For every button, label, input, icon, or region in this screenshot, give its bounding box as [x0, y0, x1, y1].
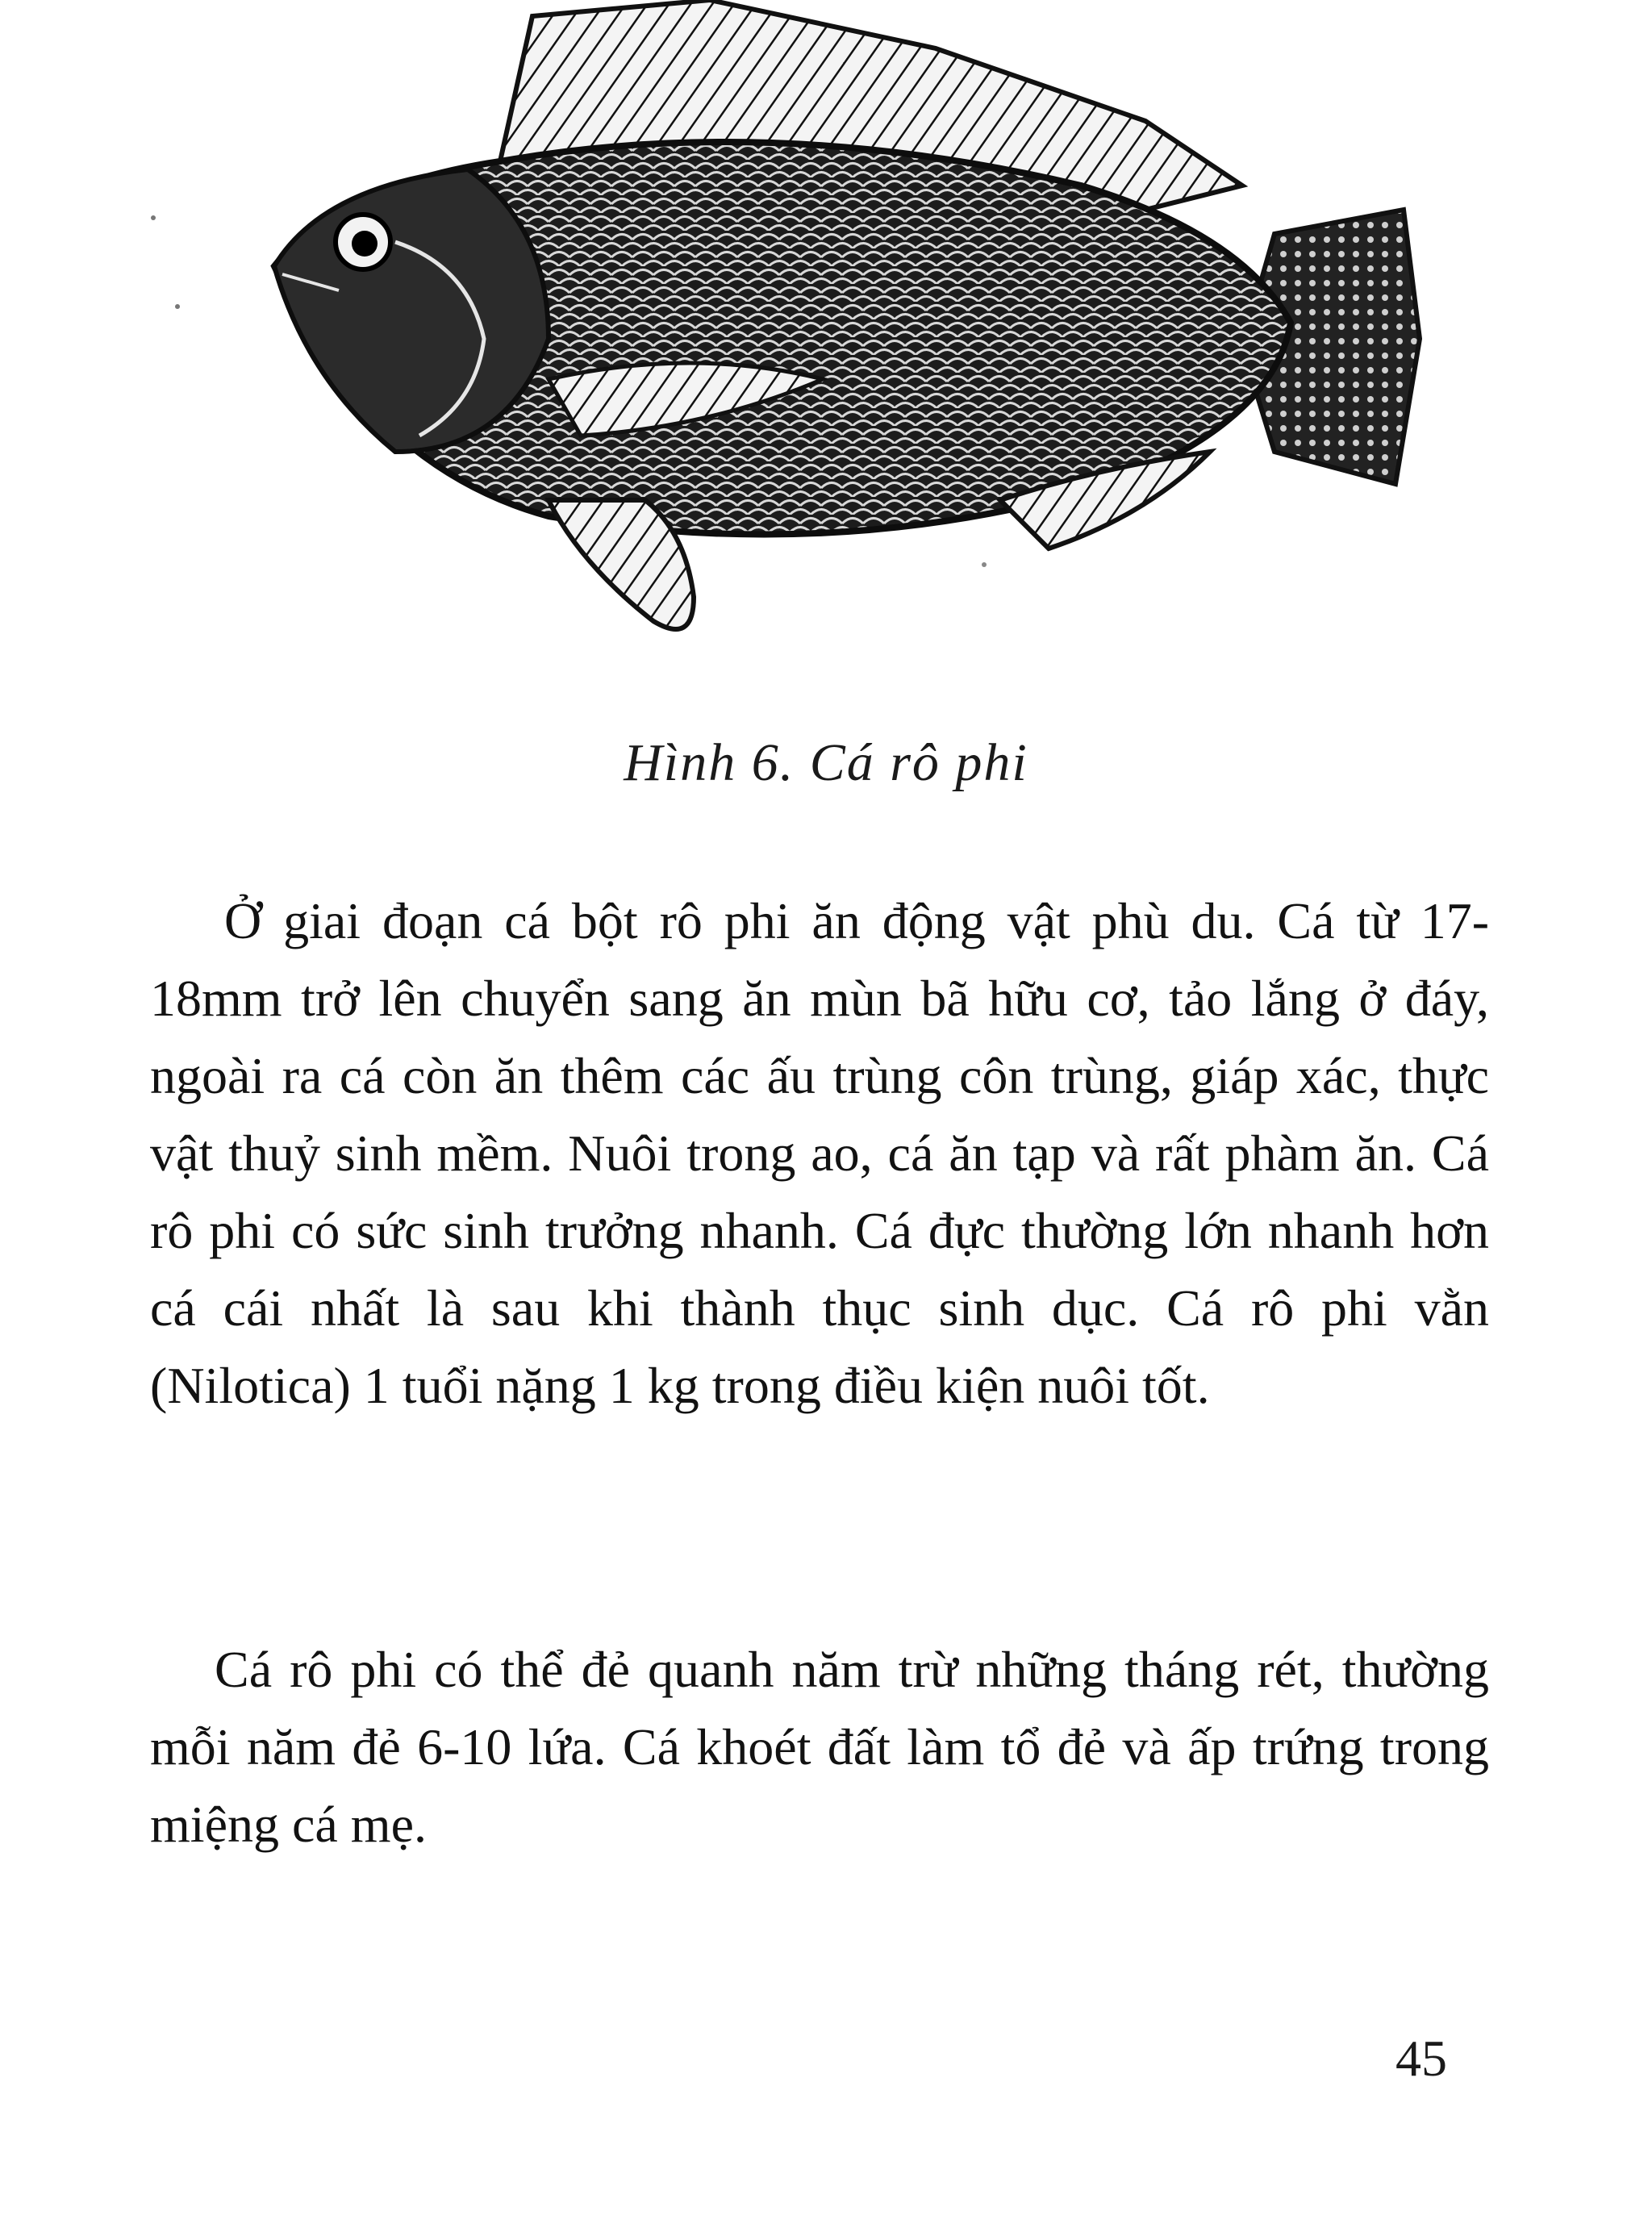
tilapia-illustration: [129, 0, 1436, 670]
paragraph-feeding-growth: Ở giai đoạn cá bột rô phi ăn động vật phù du. Cá từ 17-18mm trở lên chuyển sang ăn mùn bã hữu cơ, tảo lắng ở đáy, ngoài ra cá còn ăn thêm các ấu trùng côn trùng, giáp xác, thực vật thuỷ sinh mềm. Nuôi trong ao, cá ăn tạp và rất phàm ăn. Cá rô phi có sức sinh trưởng nhanh. Cá đực thường lớn nhanh hơn cá cái nhất là sau khi thành thục sinh dục. Cá rô phi vằn (Nilotica) 1 tuổi nặng 1 kg trong điều kiện nuôi tốt.: [150, 892, 1489, 1414]
fish-icon: [129, 0, 1436, 670]
paragraph-spawning: Cá rô phi có thể đẻ quanh năm trừ những tháng rét, thường mỗi năm đẻ 6-10 lứa. Cá khoét đất làm tổ đẻ và ấp trứng trong miệng cá mẹ.: [150, 1641, 1489, 1853]
figure-caption: Hình 6. Cá rô phi: [624, 733, 1028, 792]
page-number: 45: [1395, 2030, 1447, 2087]
